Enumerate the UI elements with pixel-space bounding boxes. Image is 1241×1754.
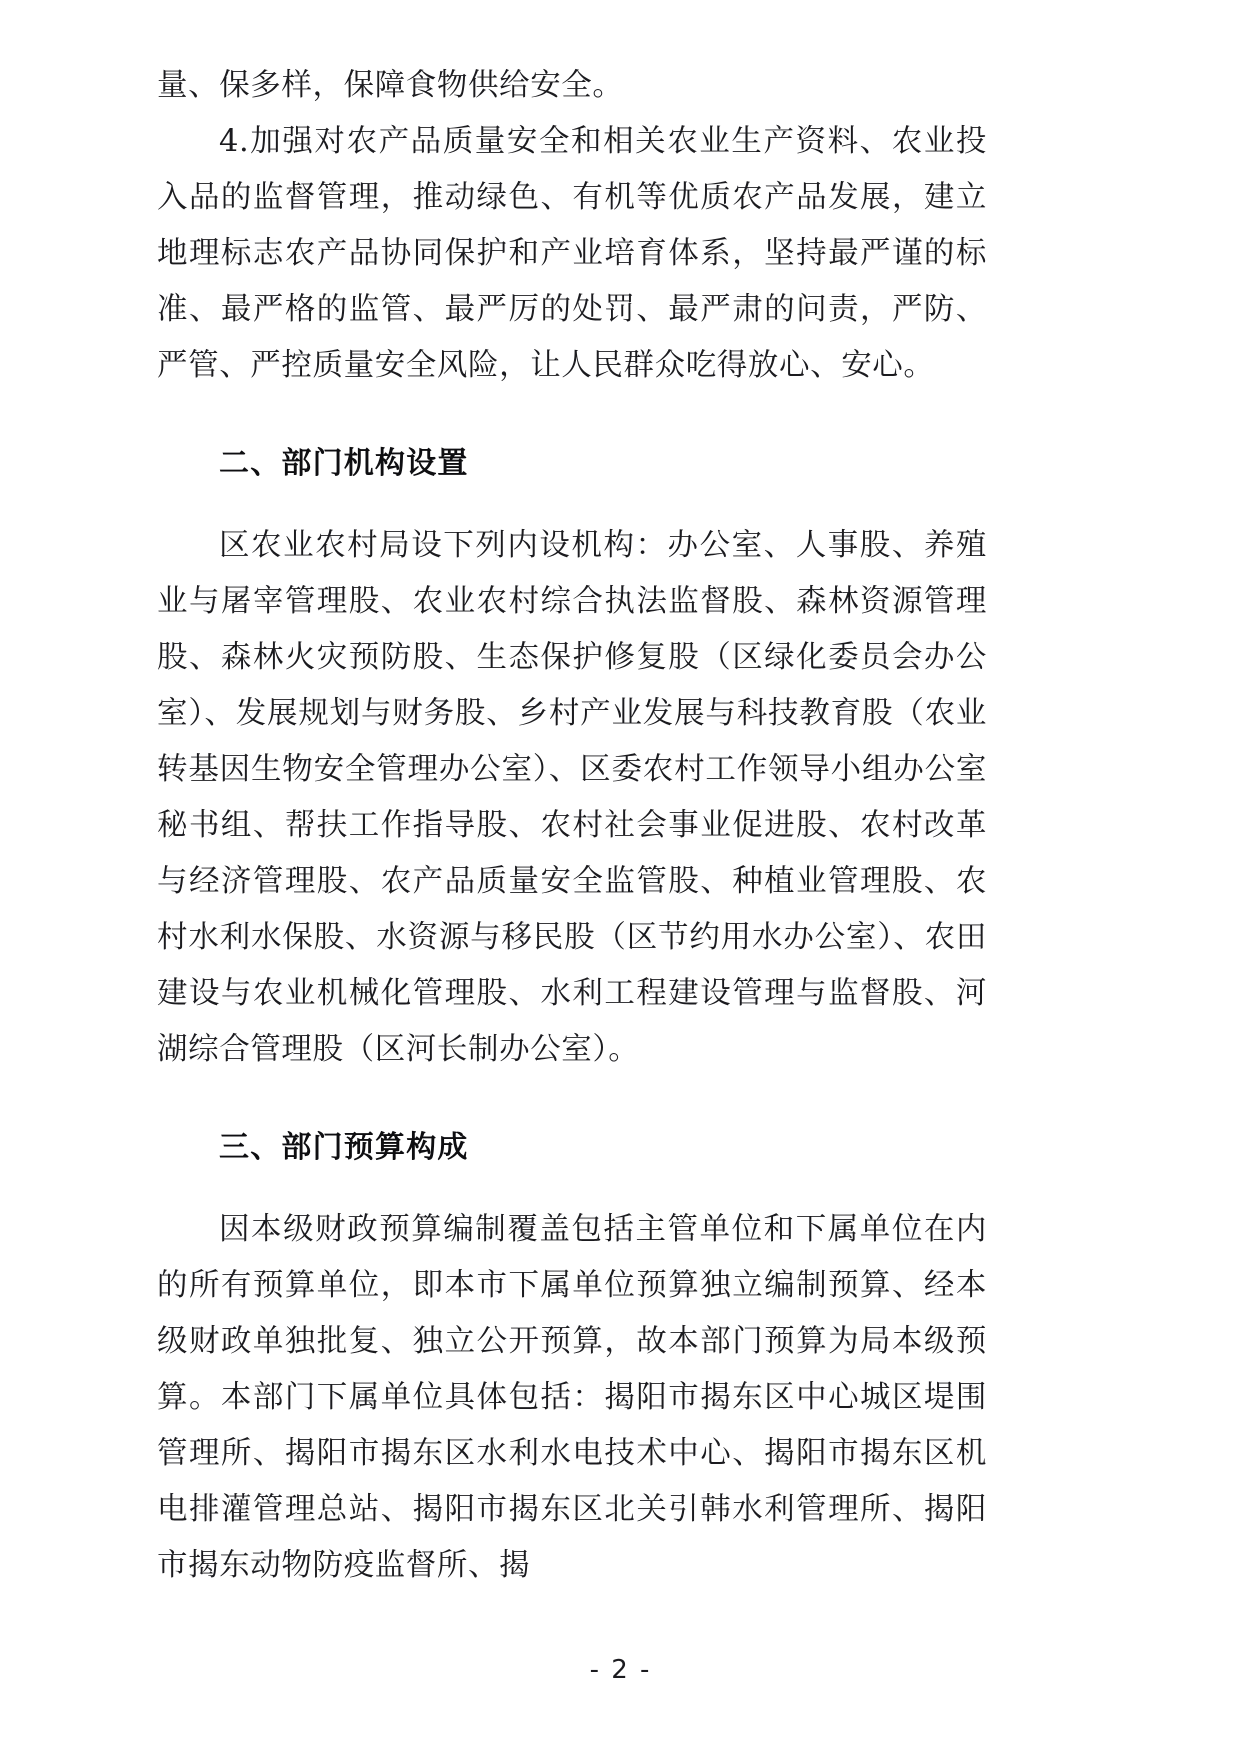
continued-paragraph: 量、保多样，保障食物供给安全。 — [157, 68, 624, 103]
section-two-paragraph: 区农业农村局设下列内设机构：办公室、人事股、养殖业与屠宰管理股、农业农村综合执法监督股、森林资源管理股、森林火灾预防股、生态保护修复股（区绿化委员会办公室）、发展规划与财务股、乡村产业发展与科技教育股（农业转基因生物安全管理办公室）、区委农村工作领导小组办公室秘书组、帮扶工作指导股、农村社会事业促进股、农村改革与经济管理股、农产品质量安全监管股、种植业管理股、农村水利水保股、水资源与移民股（区节约用水办公室）、农田建设与农业机械化管理股、水利工程建设管理与监督股、河湖综合管理股（区河长制办公室）。 — [157, 528, 987, 1067]
spacer-after-heading-two — [157, 492, 987, 518]
paragraph-item-4: 4.加强对农产品质量安全和相关农业生产资料、农业投入品的监督管理，推动绿色、有机等优质农产品发展，建立地理标志农产品协同保护和产业培育体系，坚持最严谨的标准、最严格的监管、最严厉的处罚、最严肃的问责，严防、严管、严控质量安全风险，让人民群众吃得放心、安心。 — [157, 124, 987, 383]
page-number: - 2 - — [589, 1655, 652, 1685]
spacer-after-heading-three — [157, 1176, 987, 1202]
spacer-before-section-three — [157, 1078, 987, 1120]
section-three-paragraph: 因本级财政预算编制覆盖包括主管单位和下属单位在内的所有预算单位，即本市下属单位预算独立编制预算、经本级财政单独批复、独立公开预算，故本部门预算为局本级预算。本部门下属单位具体包括：揭阳市揭东区中心城区堤围管理所、揭阳市揭东区水利水电技术中心、揭阳市揭东区机电排灌管理总站、揭阳市揭东区北关引韩水利管理所、揭阳市揭东动物防疫监督所、揭 — [157, 1212, 987, 1583]
page-content — [157, 58, 987, 1594]
section-heading-three: 三、部门预算构成 — [219, 1130, 469, 1165]
section-heading-two: 二、部门机构设置 — [219, 446, 469, 481]
spacer-before-section-two — [157, 394, 987, 436]
